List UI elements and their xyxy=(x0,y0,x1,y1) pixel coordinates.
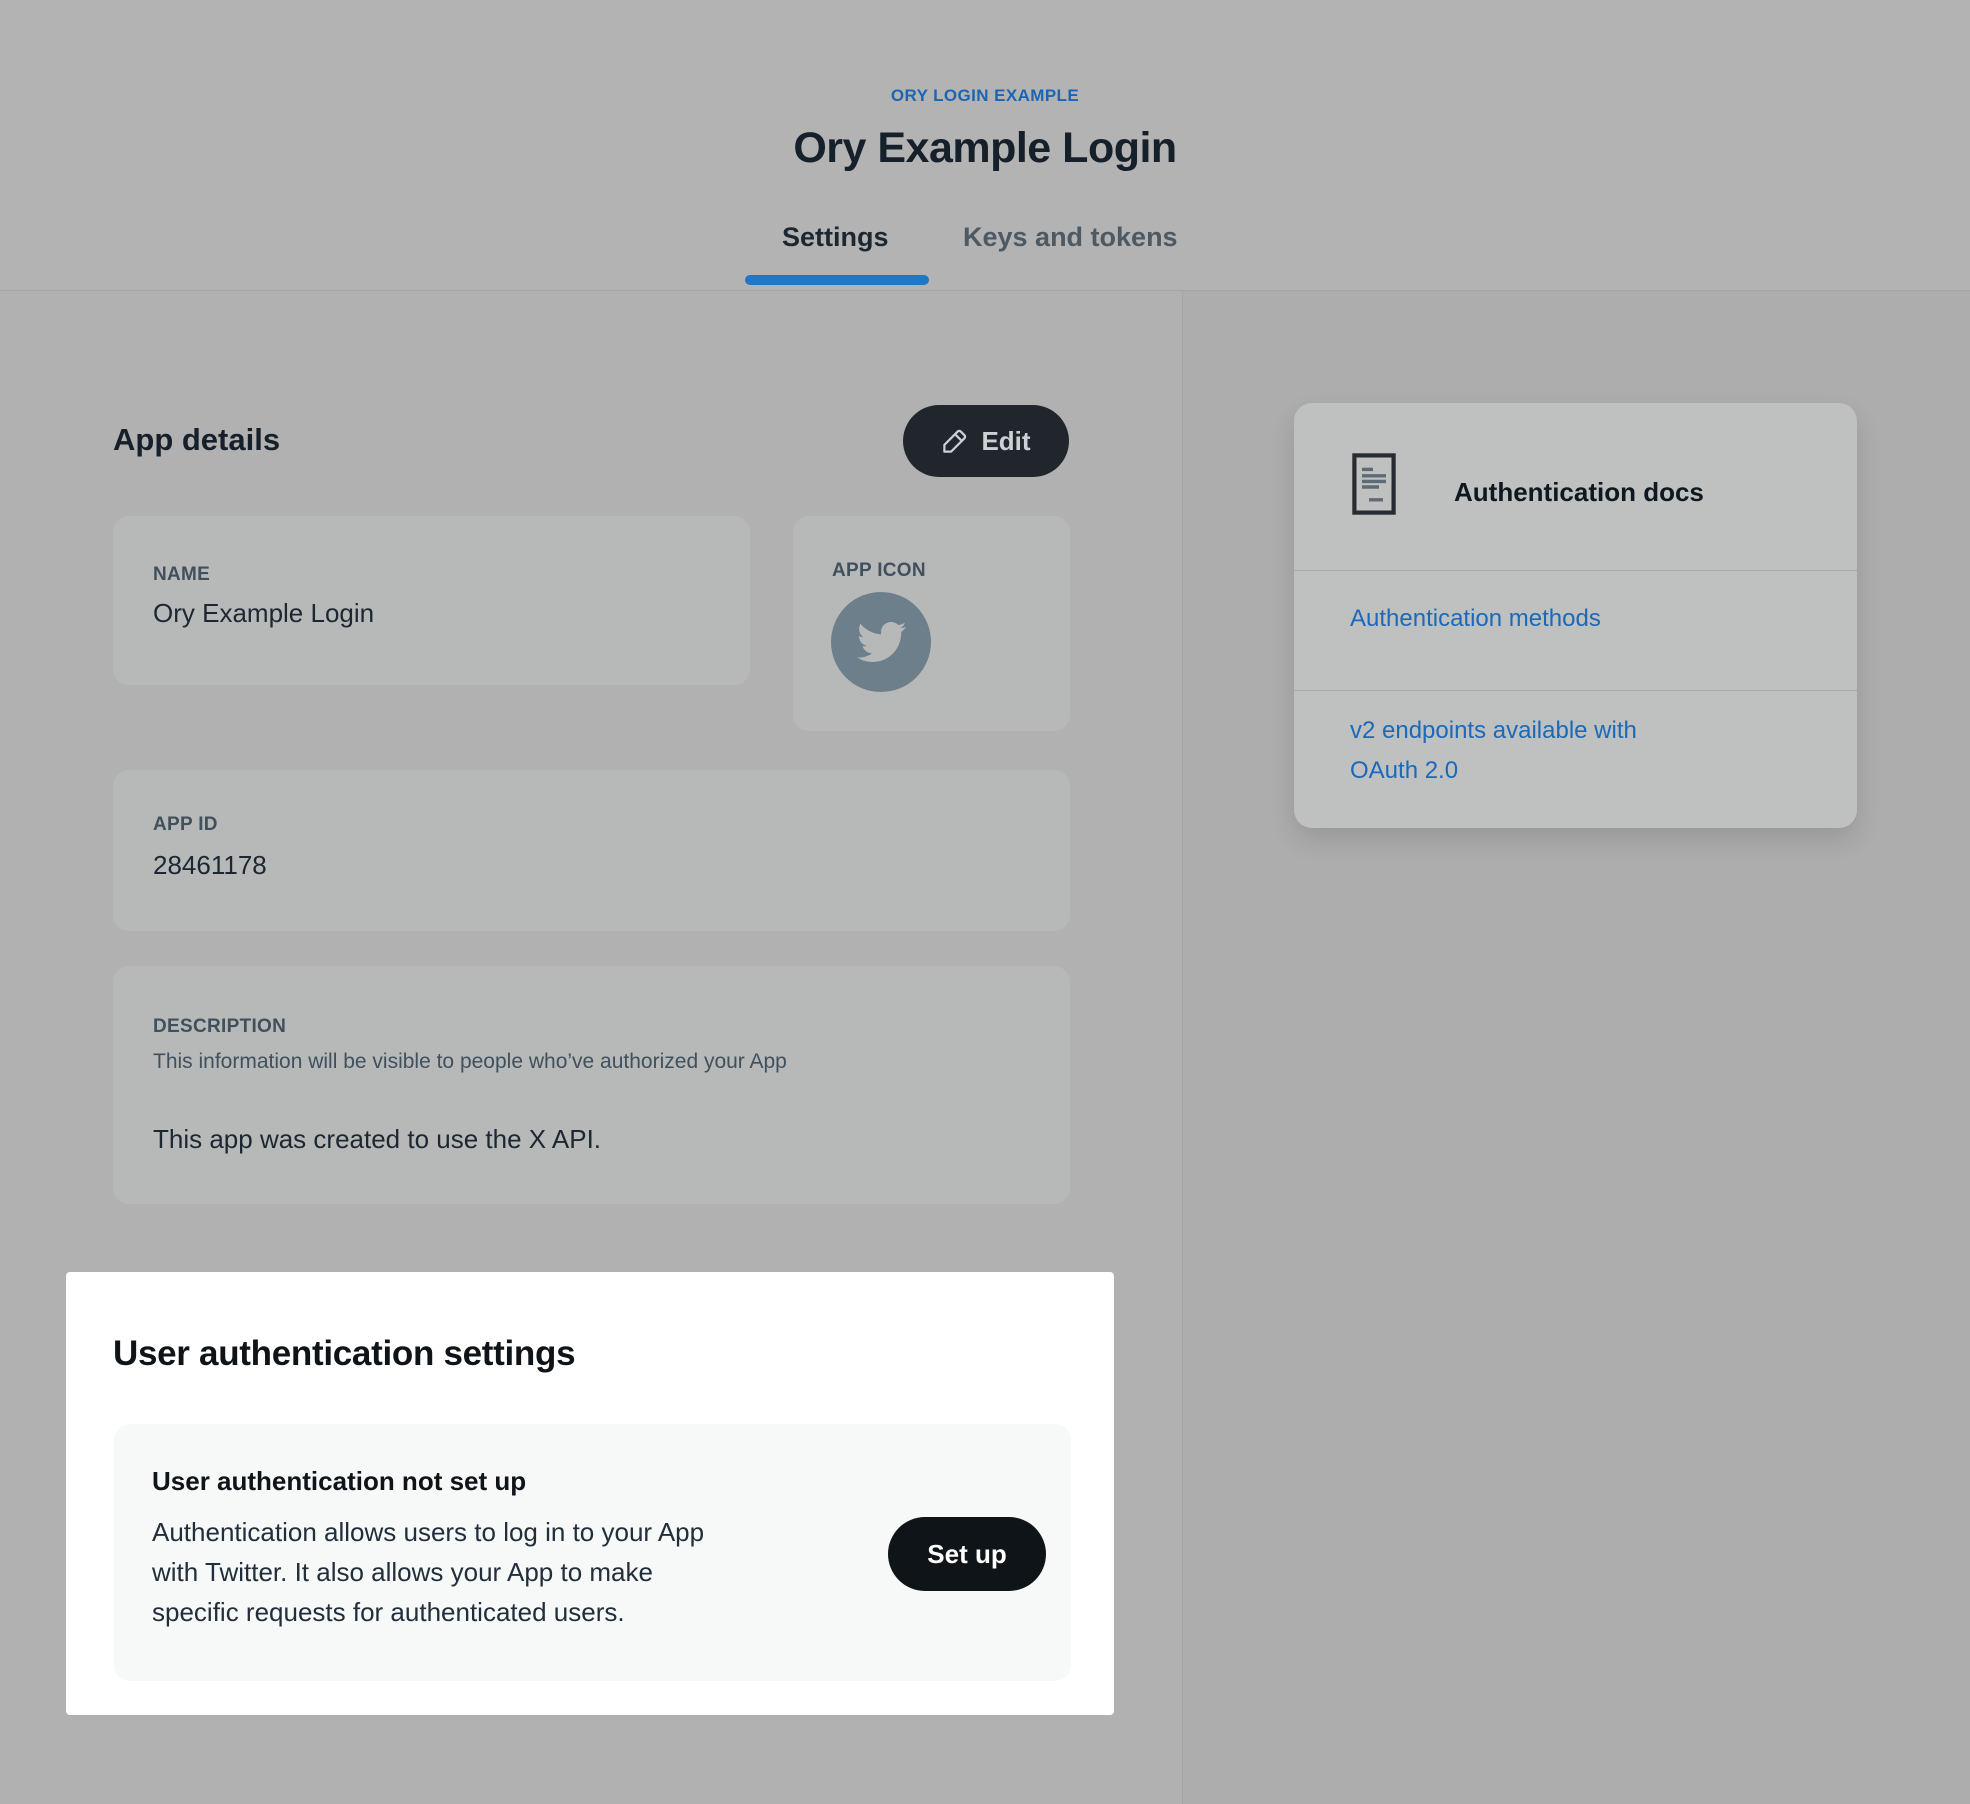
app-details-heading: App details xyxy=(113,422,281,457)
description-card xyxy=(113,966,1070,1204)
name-field-card xyxy=(113,516,750,685)
description-line-2: with Twitter. It also allows your App to make xyxy=(152,1557,653,1587)
edit-button[interactable] xyxy=(903,405,1069,477)
link-authentication-methods[interactable]: Authentication methods xyxy=(1350,605,1601,632)
link-line-1: v2 endpoints available with xyxy=(1350,717,1637,744)
user-auth-status-description xyxy=(152,1512,704,1632)
user-auth-status-title: User authentication not set up xyxy=(152,1466,527,1496)
name-value: Ory Example Login xyxy=(153,598,375,628)
app-id-value: 28461178 xyxy=(153,850,267,880)
description-value: This app was created to use the X API. xyxy=(153,1124,602,1154)
pencil-icon xyxy=(941,428,968,455)
twitter-bird-icon xyxy=(855,616,907,668)
edit-button-label: Edit xyxy=(981,425,1031,456)
app-avatar xyxy=(831,592,931,692)
description-hint: This information will be visible to people who’ve authorized your App xyxy=(153,1050,787,1073)
breadcrumb-eyebrow: ORY LOGIN EXAMPLE xyxy=(890,86,1080,105)
tab-keys-and-tokens[interactable]: Keys and tokens xyxy=(963,222,1178,252)
description-line-1: Authentication allows users to log in to your App xyxy=(152,1517,705,1547)
set-up-button-label: Set up xyxy=(927,1538,1007,1569)
app-id-label: APP ID xyxy=(153,814,218,835)
link-v2-endpoints-oauth2[interactable] xyxy=(1350,711,1637,791)
user-auth-settings-heading: User authentication settings xyxy=(113,1334,576,1373)
set-up-button[interactable] xyxy=(888,1517,1046,1591)
description-line-3: specific requests for authenticated users. xyxy=(152,1597,625,1627)
authentication-docs-card xyxy=(1294,403,1857,828)
docs-divider xyxy=(1294,690,1857,691)
page-title: Ory Example Login xyxy=(793,124,1177,172)
tab-settings[interactable]: Settings xyxy=(782,222,889,252)
user-auth-status-card xyxy=(114,1424,1071,1681)
link-line-2: OAuth 2.0 xyxy=(1350,757,1459,784)
active-tab-indicator xyxy=(745,275,929,285)
name-label: NAME xyxy=(153,564,211,585)
user-auth-settings-section xyxy=(66,1272,1114,1715)
app-icon-label: APP ICON xyxy=(832,560,926,581)
document-icon xyxy=(1350,451,1398,517)
app-id-card xyxy=(113,770,1070,931)
app-icon-card xyxy=(793,516,1070,731)
docs-divider xyxy=(1294,570,1857,571)
docs-card-heading: Authentication docs xyxy=(1454,477,1704,507)
description-label: DESCRIPTION xyxy=(153,1016,287,1037)
